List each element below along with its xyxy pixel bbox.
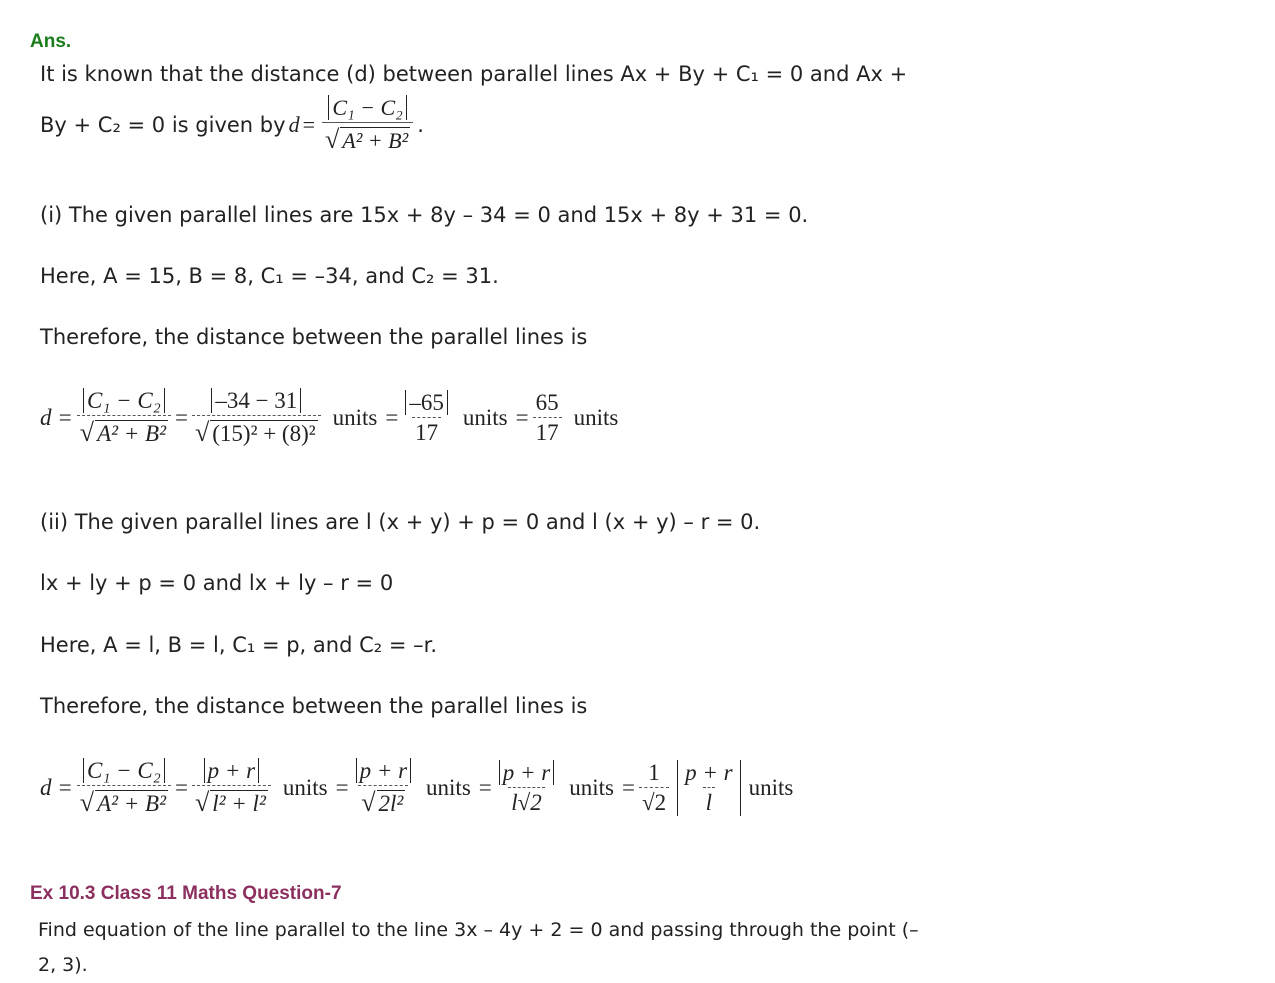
eq-ii-units-2: units	[426, 775, 471, 800]
part-i-here: Here, A = 15, B = 8, C₁ = –34, and C₂ = 31.	[40, 264, 499, 288]
eq-i-den-1: A² + B²	[97, 421, 166, 446]
eq-ii-fraction-4	[496, 760, 557, 816]
eq-i-den-3: 17	[412, 417, 441, 446]
eq-i-fraction-4	[533, 390, 562, 446]
part-ii-given: (ii) The given parallel lines are l (x + y) + p = 0 and l (x + y) – r = 0.	[40, 510, 761, 534]
eq-i-num-2: –34 − 31	[211, 388, 301, 413]
eq-ii-fraction-6	[682, 760, 735, 816]
eq-ii-num-2: p + r	[204, 758, 259, 783]
eq-i-den-4: 17	[533, 417, 562, 446]
formula-numerator: C₁ − C₂	[328, 95, 407, 120]
eq-ii-num-5: 1	[648, 760, 660, 785]
eq-i-den-2: (15)² + (8)²	[212, 421, 316, 446]
question-heading: Ex 10.3 Class 11 Maths Question-7	[30, 883, 342, 904]
part-ii-therefore: Therefore, the distance between the parallel lines is	[40, 694, 588, 718]
intro-line-2: By + C₂ = 0 is given by d = $\frac{\text{C₁ − C₂}}{\text{√ A² + B²}}$ .	[40, 95, 424, 154]
intro-line-2-suffix: .	[417, 113, 424, 137]
eq-ii-fraction-5	[639, 760, 669, 816]
eq-ii-den-3: 2l²	[378, 791, 404, 816]
formula-denominator: A² + B²	[342, 128, 409, 153]
eq-ii-num-6: p + r	[685, 760, 733, 785]
eq-i-num-1: C₁ − C₂	[83, 388, 165, 413]
question-line-2: 2, 3).	[38, 954, 88, 976]
eq-ii-units-4: units	[748, 775, 794, 800]
eq-ii-den-5: √2	[639, 787, 669, 816]
eq-i-units-2: units	[462, 405, 508, 430]
part-i-equation: d = $\frac{\text{C₁ − C₂}}{\text{√ A² + B²}}$ = $\frac{-34 - 31}{\text{√ (15)² + (8)²}}$ units = $\frac{-65}{17}$ units = $\frac{65}{17}$ units	[40, 388, 619, 447]
answer-label: Ans.	[30, 31, 72, 52]
intro-line-2-prefix: By + C₂ = 0 is given by	[40, 113, 286, 137]
eq-ii-den-2: l² + l²	[212, 791, 266, 816]
eq-ii-num-3: p + r	[356, 758, 411, 783]
part-i-therefore: Therefore, the distance between the parallel lines is	[40, 325, 588, 349]
eq-i-num-3: –65	[405, 390, 448, 415]
part-ii-here: Here, A = l, B = l, C₁ = p, and C₂ = –r.	[40, 633, 437, 657]
eq-i-d: d =	[40, 405, 73, 430]
distance-formula: $\frac{\text{C₁ − C₂}}{\text{√ A² + B²}}$	[322, 95, 413, 155]
eq-i-num-4: 65	[535, 390, 559, 415]
eq-i-fraction-1: $\frac{\text{C₁ − C₂}}{\text{√ A² + B²}}$	[77, 388, 171, 448]
eq-ii-units-1: units	[282, 775, 328, 800]
eq-ii-d: d =	[40, 775, 73, 800]
eq-ii-den-4: l√2	[508, 787, 545, 816]
eq-ii-fraction-1: $\frac{\text{C₁ − C₂}}{\text{√ A² + B²}}$	[77, 758, 171, 818]
eq-ii-num-1: C₁ − C₂	[83, 758, 165, 783]
part-ii-equation: d = $\frac{\text{C₁ − C₂}}{\text{√ A² + B²}}$ = $\frac{p + r}{\text{√ l² + l²}}$ units = $\frac{p + r}{\text{√ 2l²}}$ units = $\frac{p + r}{l√2}$ units = $\frac{1}{√2}$ $\frac{p + r}{l}$ units	[40, 758, 794, 817]
part-ii-expanded: lx + ly + p = 0 and lx + ly – r = 0	[40, 571, 394, 595]
eq-i-units-3: units	[573, 405, 619, 430]
eq-i-fraction-2: $\frac{-34 - 31}{\text{√ (15)² + (8)²}}$	[192, 388, 321, 448]
eq-ii-fraction-3: $\frac{p + r}{\text{√ 2l²}}$	[353, 758, 414, 818]
eq-i-units-1: units	[332, 405, 378, 430]
part-i-given: (i) The given parallel lines are 15x + 8y – 34 = 0 and 15x + 8y + 31 = 0.	[40, 203, 809, 227]
eq-ii-units-3: units	[569, 775, 614, 800]
eq-ii-den-6: l	[703, 787, 715, 816]
eq-ii-num-4: p + r	[499, 760, 554, 785]
question-line-1: Find equation of the line parallel to the line 3x – 4y + 2 = 0 and passing through the point (–	[38, 919, 919, 941]
eq-i-fraction-3	[402, 390, 451, 446]
eq-ii-fraction-2: $\frac{p + r}{\text{√ l² + l²}}$	[192, 758, 271, 818]
eq-ii-den-1: A² + B²	[97, 791, 166, 816]
intro-line-1: It is known that the distance (d) between parallel lines Ax + By + C₁ = 0 and Ax +	[40, 62, 908, 86]
eq-ii-abs-group	[677, 760, 740, 816]
